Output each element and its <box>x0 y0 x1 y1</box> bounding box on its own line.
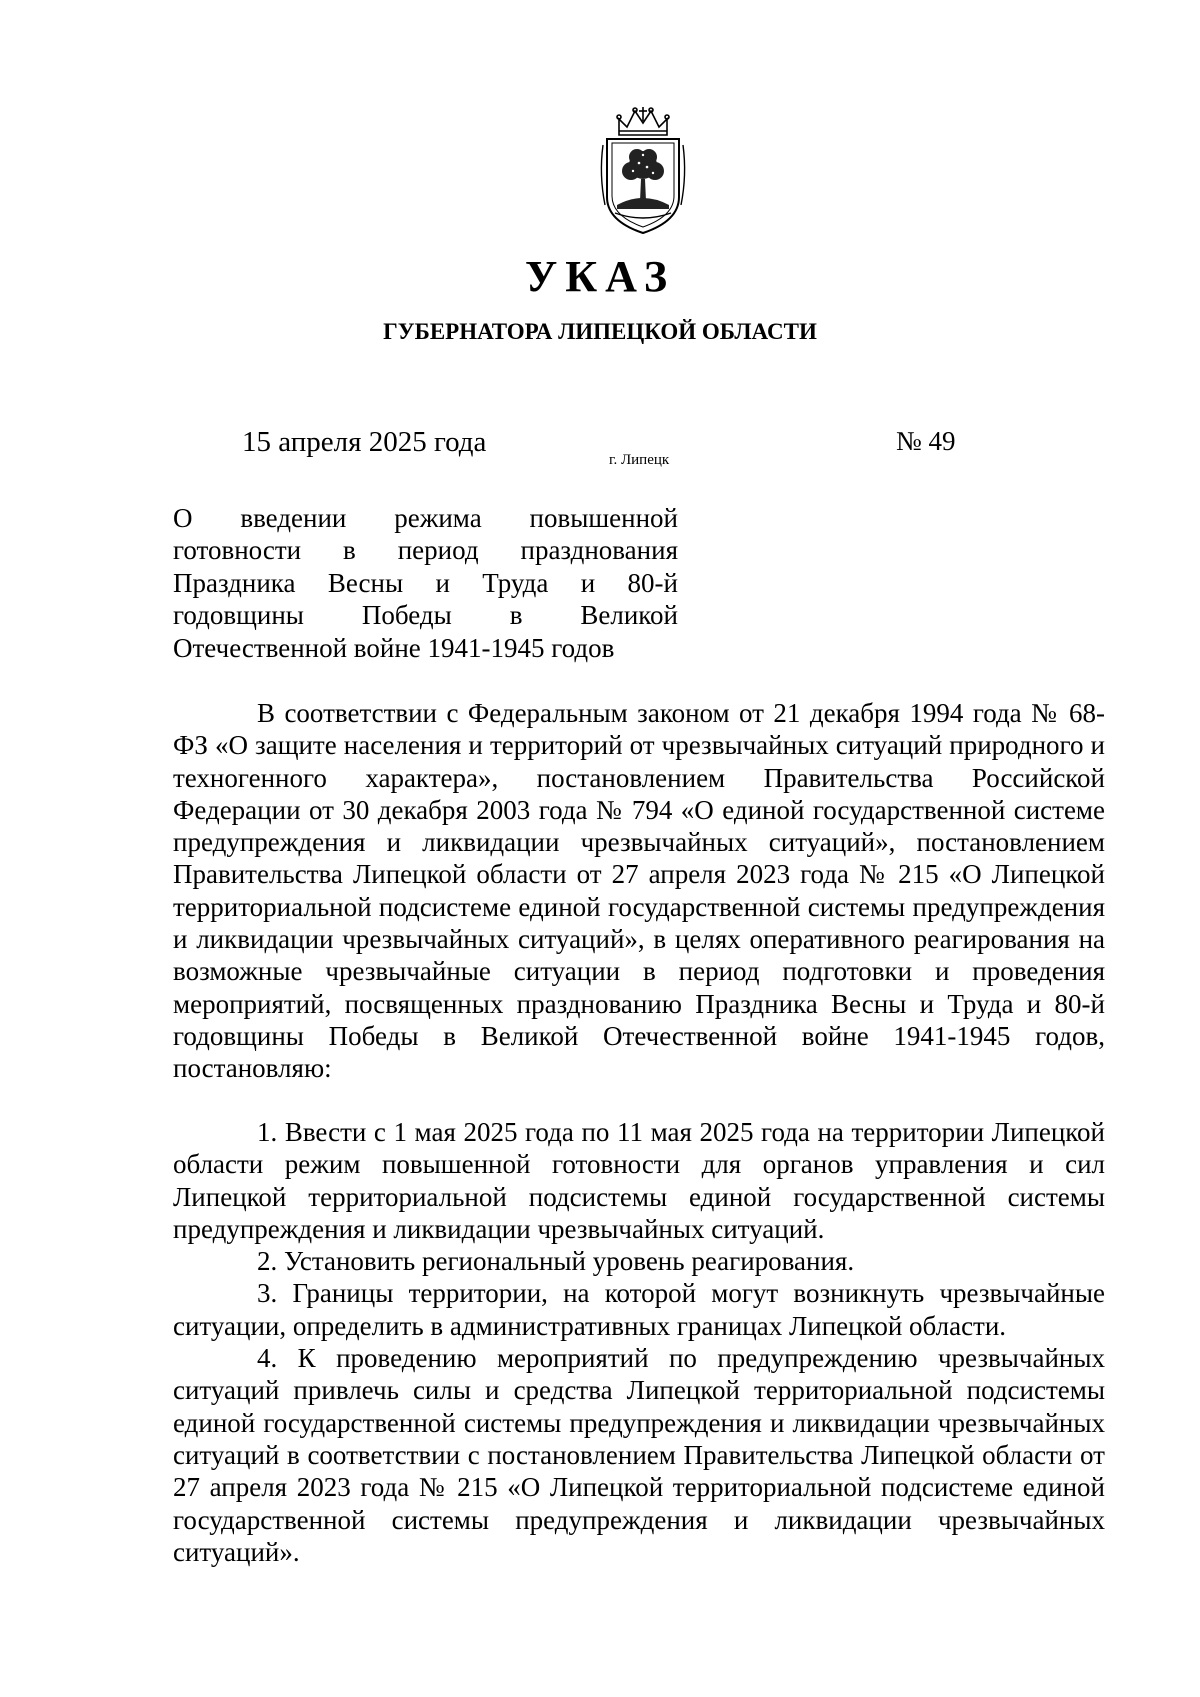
decree-number: № 49 <box>896 426 956 456</box>
decree-subject: О введении режима повышенной готовности в период празднования Праздника Весны и Труда и 80-й годовщины Победы в Великой Отечественной войне 1941-1945 годов <box>173 503 678 663</box>
decree-item: 4. К проведению мероприятий по предупреждению чрезвычайных ситуаций привлечь силы и средства Липецкой территориальной подсистемы единой государственной системы предупреждения и ликвидации чрезвычайных ситуаций в соответствии с постановлением Правительства Липецкой области от 27 апреля 2023 года № 215 «О Липецкой территориальной подсистеме единой государственной системы предупреждения и ликвидации чрезвычайных ситуаций». <box>173 1343 1105 1567</box>
decree-city: г. Липецк <box>609 452 670 468</box>
decree-items <box>173 1116 1105 1568</box>
decree-title: УКАЗ <box>524 252 676 301</box>
decree-item: 1. Ввести с 1 мая 2025 года по 11 мая 2025 года на территории Липецкой области режим повышенной готовности для органов управления и сил Липецкой территориальной подсистемы единой государственной системы предупреждения и ликвидации чрезвычайных ситуаций. <box>173 1117 1105 1244</box>
decree-preamble: В соответствии с Федеральным законом от 21 декабря 1994 года № 68-ФЗ «О защите населения и территорий от чрезвычайных ситуаций природного и техногенного характера», постановлением Правительства Российской Федерации от 30 декабря 2003 года № 794 «О единой государственной системе предупреждения и ликвидации чрезвычайных ситуаций», постановлением Правительства Липецкой области от 27 апреля 2023 года № 215 «О Липецкой территориальной подсистеме единой государственной системы предупреждения и ликвидации чрезвычайных ситуаций», в целях оперативного реагирования на возможные чрезвычайные ситуации в период подготовки и проведения мероприятий, посвященных празднованию Праздника Весны и Труда и 80-й годовщины Победы в Великой Отечественной войне 1941-1945 годов, постановляю: <box>173 698 1105 1084</box>
decree-date: 15 апреля 2025 года <box>242 426 487 458</box>
decree-item: 2. Установить региональный уровень реагирования. <box>257 1246 855 1277</box>
issuer-title: ГУБЕРНАТОРА ЛИПЕЦКОЙ ОБЛАСТИ <box>383 319 817 344</box>
coat-of-arms-icon <box>597 105 689 237</box>
decree-item: 3. Границы территории, на которой могут возникнуть чрезвычайные ситуации, определить в административных границах Липецкой области. <box>173 1278 1105 1341</box>
